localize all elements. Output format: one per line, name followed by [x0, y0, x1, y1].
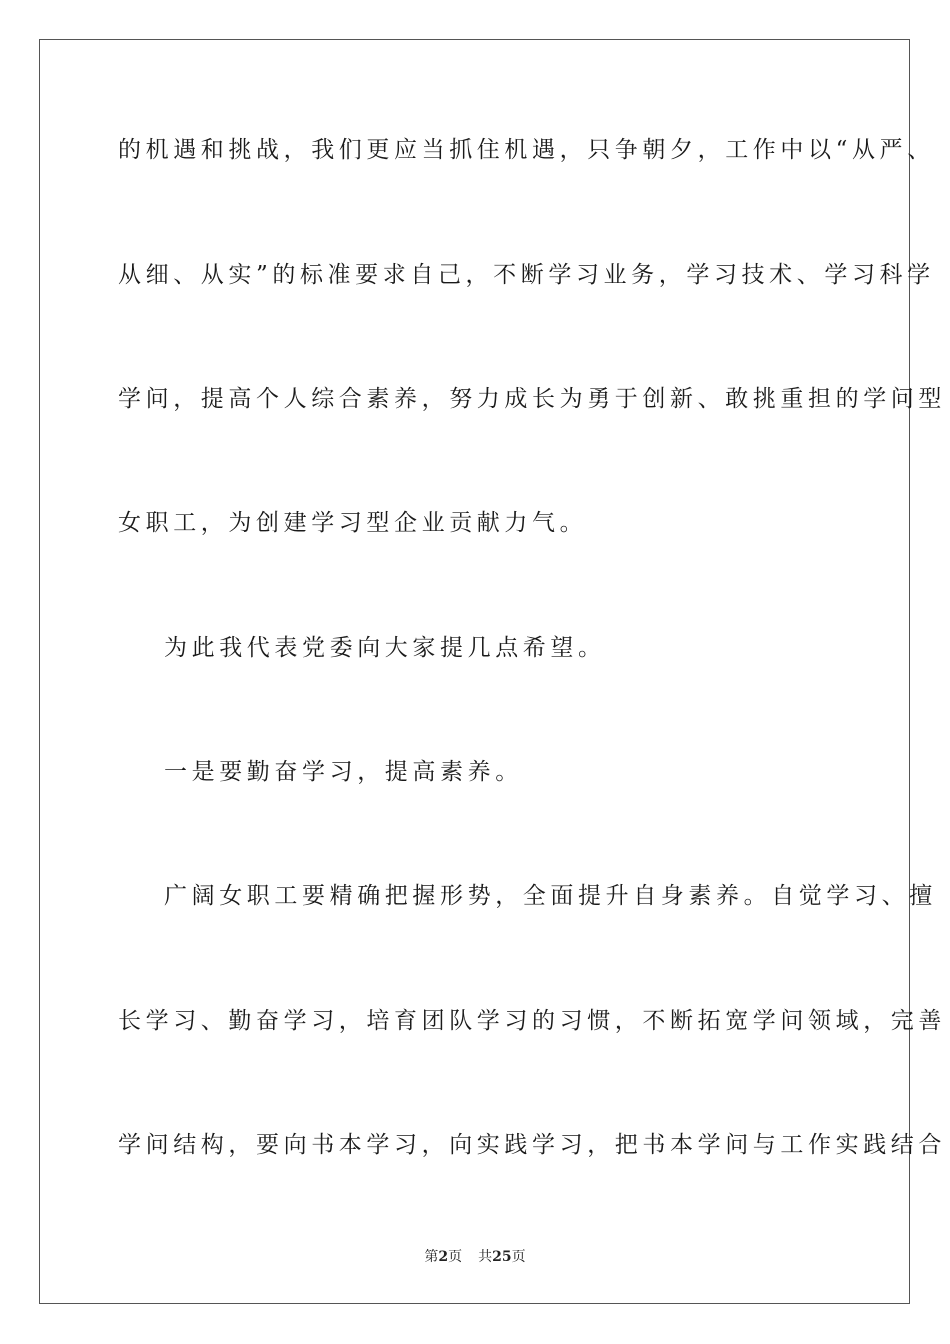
- total-prefix: 共: [478, 1249, 493, 1265]
- body-text-line: 学问结构，要向书本学习，向实践学习，把书本学问与工作实践结合: [118, 1132, 946, 1158]
- body-text-line: 长学习、勤奋学习，培育团队学习的习惯，不断拓宽学问领域，完善: [118, 1008, 946, 1034]
- paragraph-first-line: 广阔女职工要精确把握形势，全面提升自身素养。自觉学习、擅: [164, 883, 937, 909]
- page-prefix: 第: [424, 1249, 439, 1265]
- page-number: 2: [438, 1249, 449, 1265]
- body-text-line: 学问，提高个人综合素养，努力成长为勇于创新、敢挑重担的学问型: [118, 386, 946, 412]
- section-heading-line: 一是要勤奋学习，提高素养。: [164, 759, 523, 785]
- body-text-line: 的机遇和挑战，我们更应当抓住机遇，只争朝夕，工作中以“从严、: [118, 137, 935, 163]
- body-text-line: 从细、从实”的标准要求自己，不断学习业务，学习技术、学习科学: [118, 262, 935, 288]
- body-text-line: 女职工，为创建学习型企业贡献力气。: [118, 510, 588, 536]
- page-suffix: 页: [448, 1249, 463, 1265]
- paragraph-first-line: 为此我代表党委向大家提几点希望。: [164, 635, 606, 661]
- page-border: [39, 39, 946, 1304]
- total-pages: 25: [492, 1249, 512, 1265]
- total-suffix: 页: [511, 1249, 526, 1265]
- page-footer: [0, 1248, 950, 1266]
